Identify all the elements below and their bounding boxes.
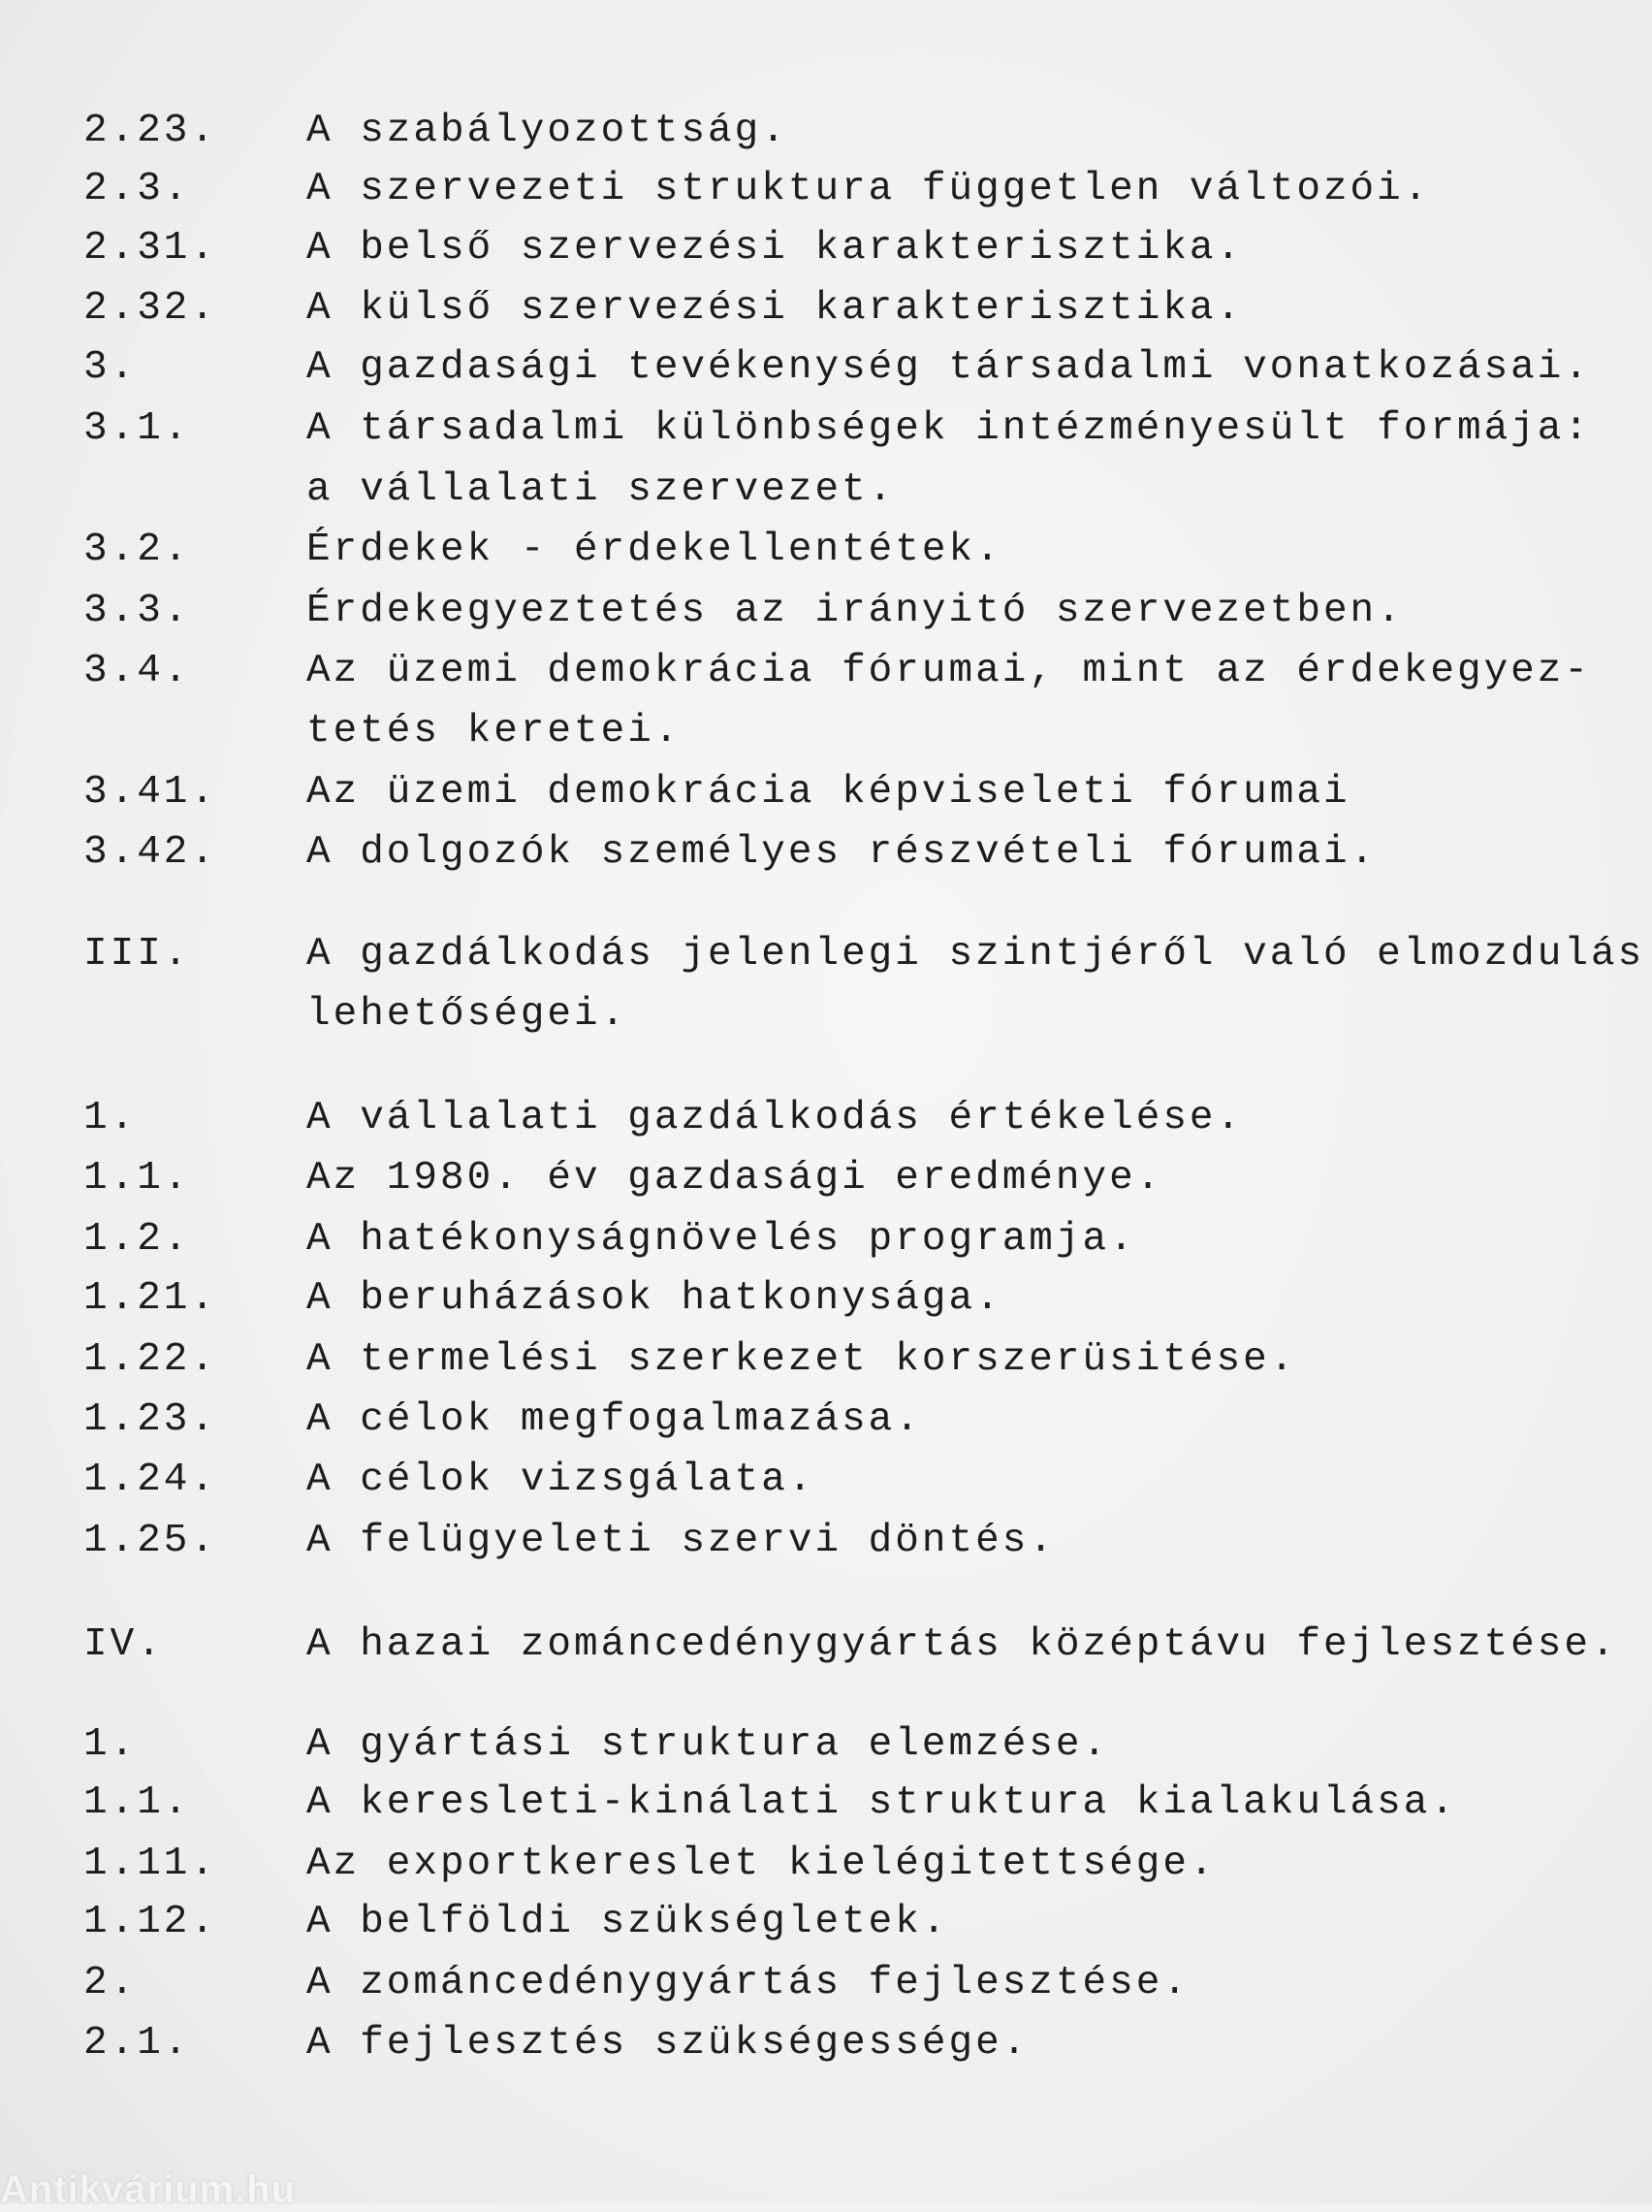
watermark: Antikvárium.hu xyxy=(0,2168,297,2211)
section-number: 1.12. xyxy=(83,1900,218,1944)
toc-entry xyxy=(0,1775,1652,1831)
toc-entry xyxy=(0,1150,1652,1206)
toc-entry xyxy=(0,1331,1652,1388)
toc-entry xyxy=(0,1513,1652,1569)
section-title: A célok vizsgálata. xyxy=(306,1458,815,1502)
chapter-title: A gazdálkodás jelenlegi szintjéről való elmozdulás xyxy=(306,932,1645,977)
section-title: Az 1980. év gazdasági eredménye. xyxy=(306,1156,1163,1201)
toc-entry xyxy=(0,824,1652,881)
toc-entry xyxy=(0,1894,1652,1950)
section-number: 1.2. xyxy=(83,1217,191,1262)
toc-entry xyxy=(0,1211,1652,1267)
toc-entry xyxy=(0,220,1652,276)
toc-entry xyxy=(0,1836,1652,1892)
section-title: A zománcedénygyártás fejlesztése. xyxy=(306,1961,1190,2005)
toc-entry xyxy=(0,1716,1652,1773)
section-number: 3.3. xyxy=(83,589,191,633)
section-number: 3.2. xyxy=(83,528,191,572)
toc-entry xyxy=(0,161,1652,217)
section-number: 3.41. xyxy=(83,770,218,815)
section-title: A keresleti-kinálati struktura kialakulása. xyxy=(306,1780,1457,1825)
section-title: A dolgozók személyes részvételi fórumai. xyxy=(306,830,1378,875)
section-number: 2.23. xyxy=(83,109,218,153)
toc-entry xyxy=(0,1090,1652,1146)
toc-entry xyxy=(0,2015,1652,2071)
section-number: 1.1. xyxy=(83,1780,191,1825)
section-number: 1.11. xyxy=(83,1842,218,1886)
toc-entry xyxy=(0,583,1652,639)
section-number: 1.25. xyxy=(83,1519,218,1563)
chapter-heading-continuation xyxy=(0,986,1652,1042)
section-title: a vállalati szervezet. xyxy=(306,467,896,512)
section-title: A gyártási struktura elemzése. xyxy=(306,1722,1110,1767)
section-number: 1.22. xyxy=(83,1337,218,1382)
toc-entry xyxy=(0,1270,1652,1327)
chapter-number: III. xyxy=(83,932,191,977)
section-number: 2.32. xyxy=(83,286,218,331)
section-number: 2. xyxy=(83,1961,138,2005)
section-title: A gazdasági tevékenység társadalmi vonatkozásai. xyxy=(306,345,1591,390)
section-title: A fejlesztés szükségessége. xyxy=(306,2021,1030,2066)
section-number: 2.1. xyxy=(83,2021,191,2066)
section-number: 3. xyxy=(83,345,138,390)
section-title: A vállalati gazdálkodás értékelése. xyxy=(306,1096,1244,1140)
toc-entry xyxy=(0,103,1652,159)
toc-entry xyxy=(0,1392,1652,1448)
section-number: 1.24. xyxy=(83,1458,218,1502)
section-title: A szabályozottság. xyxy=(306,109,788,153)
toc-entry xyxy=(0,280,1652,337)
chapter-title: lehetőségei. xyxy=(306,992,628,1037)
section-number: 2.3. xyxy=(83,167,191,211)
section-title: A belső szervezési karakterisztika. xyxy=(306,226,1244,271)
section-number: 3.42. xyxy=(83,830,218,875)
section-title: Az üzemi demokrácia képviseleti fórumai xyxy=(306,770,1350,815)
section-title: A felügyeleti szervi döntés. xyxy=(306,1519,1056,1563)
toc-entry xyxy=(0,1955,1652,2011)
section-number: 1. xyxy=(83,1096,138,1140)
toc-entry xyxy=(0,522,1652,578)
section-number: 2.31. xyxy=(83,226,218,271)
section-title: Az exportkereslet kielégitettsége. xyxy=(306,1842,1217,1886)
chapter-title: A hazai zománcedénygyártás középtávu fejlesztése. xyxy=(306,1622,1618,1667)
chapter-number: IV. xyxy=(83,1622,164,1667)
toc-entry xyxy=(0,401,1652,457)
section-title: A társadalmi különbségek intézményesült formája: xyxy=(306,406,1591,451)
section-title: A termelési szerkezet korszerüsitése. xyxy=(306,1337,1297,1382)
section-title: Az üzemi demokrácia fórumai, mint az érdekegyez- xyxy=(306,649,1591,693)
toc-entry xyxy=(0,1452,1652,1508)
section-number: 1.23. xyxy=(83,1397,218,1442)
section-title: tetés keretei. xyxy=(306,709,682,753)
section-title: Érdekegyeztetés az irányitó szervezetben. xyxy=(306,589,1404,633)
section-title: A hatékonyságnövelés programja. xyxy=(306,1217,1136,1262)
section-number: 3.4. xyxy=(83,649,191,693)
toc-entry xyxy=(0,764,1652,820)
toc-entry-continuation xyxy=(0,462,1652,518)
chapter-heading xyxy=(0,926,1652,982)
toc-entry xyxy=(0,339,1652,396)
section-number: 1.1. xyxy=(83,1156,191,1201)
section-title: Érdekek - érdekellentétek. xyxy=(306,528,1002,572)
section-title: A beruházások hatkonysága. xyxy=(306,1276,1002,1321)
section-title: A célok megfogalmazása. xyxy=(306,1397,922,1442)
chapter-heading xyxy=(0,1617,1652,1673)
section-title: A külső szervezési karakterisztika. xyxy=(306,286,1244,331)
toc-entry xyxy=(0,643,1652,699)
toc-entry-continuation xyxy=(0,703,1652,759)
section-title: A belföldi szükségletek. xyxy=(306,1900,949,1944)
section-number: 1.21. xyxy=(83,1276,218,1321)
section-number: 1. xyxy=(83,1722,138,1767)
section-title: A szervezeti struktura független változói. xyxy=(306,167,1431,211)
section-number: 3.1. xyxy=(83,406,191,451)
